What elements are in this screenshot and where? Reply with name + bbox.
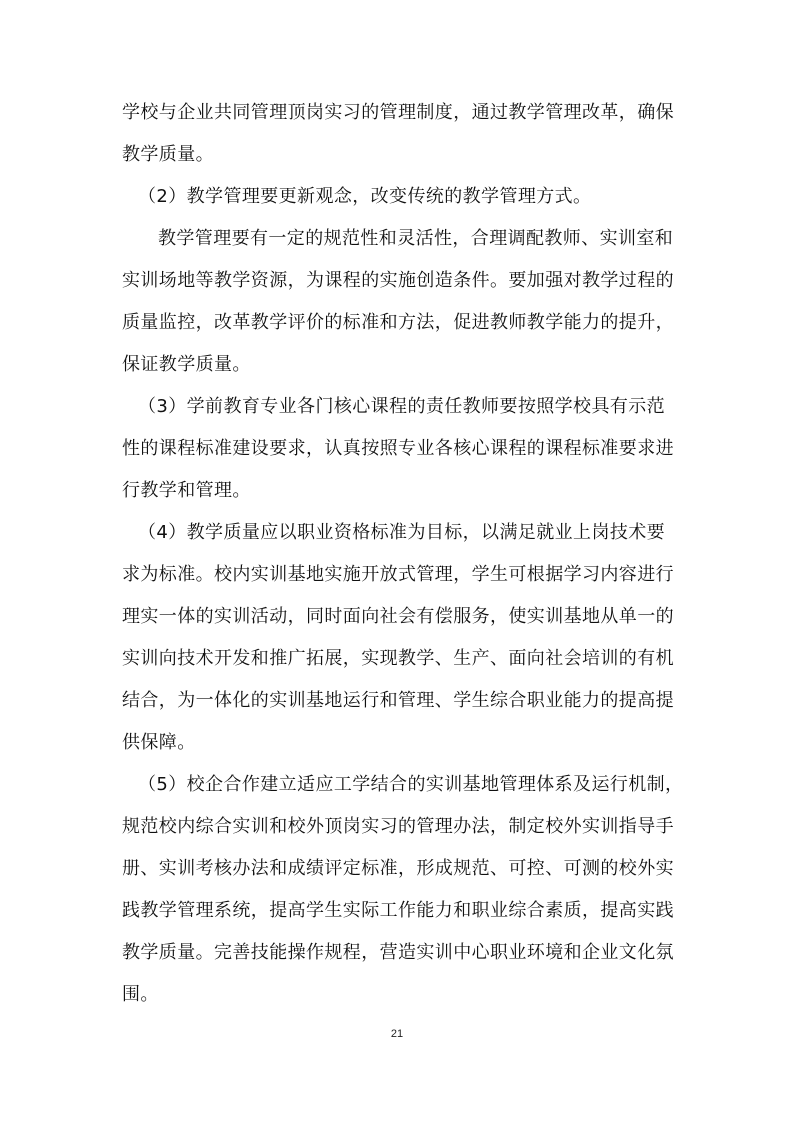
text-line: 教学管理要有一定的规范性和灵活性，合理调配教师、实训室和: [158, 228, 674, 249]
text-line: 供保障。: [122, 732, 196, 753]
text-line: 学校与企业共同管理顶岗实习的管理制度，通过教学管理改革，确保: [122, 102, 674, 123]
text-line: 实训场地等教学资源，为课程的实施创造条件。要加强对教学过程的: [122, 270, 674, 291]
text-line: 册、实训考核办法和成绩评定标准，形成规范、可控、可测的校外实: [122, 858, 674, 879]
text-line: 实训向技术开发和推广拓展，实现教学、生产、面向社会培训的有机: [122, 648, 674, 669]
paragraph-heading-5: （5）校企合作建立适应工学结合的实训基地管理体系及运行机制，: [138, 774, 684, 795]
text-line: 围。: [122, 984, 159, 1005]
text-line: 质量监控，改革教学评价的标准和方法，促进教师教学能力的提升，: [122, 312, 674, 333]
text-line: 求为标准。校内实训基地实施开放式管理，学生可根据学习内容进行: [122, 564, 674, 585]
page-number: 21: [390, 1028, 404, 1040]
text-line: 规范校内综合实训和校外顶岗实习的管理办法，制定校外实训指导手: [122, 816, 674, 837]
text-line: 教学质量。完善技能操作规程，营造实训中心职业环境和企业文化氛: [122, 942, 674, 963]
paragraph-heading-4: （4）教学质量应以职业资格标准为目标，以满足就业上岗技术要: [138, 522, 666, 543]
paragraph-heading-3: （3）学前教育专业各门核心课程的责任教师要按照学校具有示范: [138, 396, 666, 417]
text-line: 理实一体的实训活动，同时面向社会有偿服务，使实训基地从单一的: [122, 606, 674, 627]
text-line: 践教学管理系统，提高学生实际工作能力和职业综合素质，提高实践: [122, 900, 674, 921]
text-line: 结合，为一体化的实训基地运行和管理、学生综合职业能力的提高提: [122, 690, 674, 711]
text-line: 性的课程标准建设要求，认真按照专业各核心课程的课程标准要求进: [122, 438, 674, 459]
paragraph-heading-2: （2）教学管理要更新观念，改变传统的教学管理方式。: [138, 186, 592, 207]
text-line: 行教学和管理。: [122, 480, 251, 501]
text-line: 保证教学质量。: [122, 354, 251, 375]
text-line: 教学质量。: [122, 144, 214, 165]
